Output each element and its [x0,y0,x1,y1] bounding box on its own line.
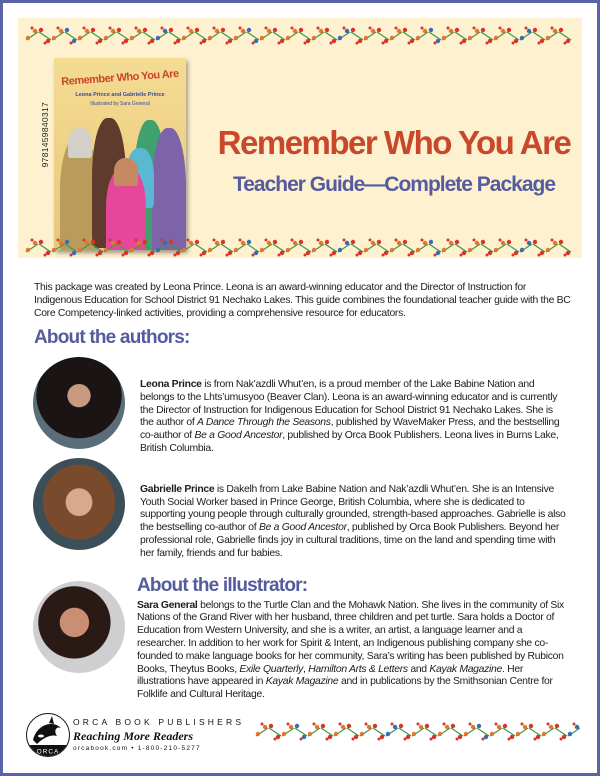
bio-text: belongs to the Turtle Clan and the Mohawk Nation. She lives in the community of Six Nations of the Grand River with her husband, three children and pet turtle. Sara holds a Doctor of Education from Western University, and she is a writer, an artist, a language learner and a researcher. In addition to her work for Spirit & Intent, an Indigenous publishing company she co-founded to make language books for her community, Sara’s writing has been published by Rubicon Books, Theytus Books, [137,599,564,675]
cover-title: Remember Who You Are [60,67,180,89]
flower-icon [321,724,333,741]
flower-icon [559,240,571,257]
flower-icon [373,724,385,741]
book-cover-image [38,58,190,254]
logo-text: ORCA [36,748,60,756]
author-leona-row [33,357,573,456]
flower-icon [438,723,450,737]
flower-icon [533,240,545,257]
flower-icon [156,239,168,253]
flower-icon [286,27,298,41]
flower-icon [442,27,454,41]
bio-text: , [303,663,309,675]
flower-icon [195,28,207,45]
flower-icon [52,239,64,253]
sara-general-photo [33,581,125,673]
flower-icon [455,240,467,257]
flower-icon [52,27,64,41]
sara-general-bio [137,600,569,702]
bio-text: and in publications by the Smithsonian Centre for Folklife and Cultural Heritage. [137,676,553,701]
flower-icon [520,239,532,253]
flower-icon [390,27,402,41]
floral-border-bottom-icon [22,236,578,258]
flower-icon [273,28,285,45]
flower-icon [299,240,311,257]
flower-icon [542,723,554,737]
flower-icon [334,723,346,737]
flower-icon [282,723,294,737]
illustrator-heading: About the illustrator: [137,574,308,596]
flower-icon [208,239,220,253]
flower-icon [78,27,90,41]
bio-name: Sara General [137,599,198,611]
flower-icon [481,28,493,45]
flower-icon [256,723,268,737]
flower-icon [494,239,506,253]
flower-icon [295,724,307,741]
orca-whale-logo-icon [26,713,70,757]
intro-paragraph: This package was created by Leona Prince. Leona is an award-winning educator and the Director of Instruction for Indigenous Education for School District 91 Nechako Lakes. This guide combines the foundational teacher guide with the BC Core Competency-linked activities, providing a comprehensive resource for educators. [34,282,571,319]
flower-icon [247,28,259,45]
flower-icon [503,724,515,741]
flower-icon [195,240,207,257]
flower-icon [299,28,311,45]
cover-illustrator: Illustrated by Sara General [90,101,150,107]
bio-title-italic: Be a Good Ancestor [258,522,347,534]
bio-text: , published by Orca Book Publishers. Leona lives in Burns Lake, British Columbia. [140,430,559,454]
flower-icon [468,27,480,41]
flower-icon [451,724,463,741]
header-banner [18,18,582,258]
flower-icon [377,240,389,257]
flower-icon [65,28,77,45]
flower-icon [533,28,545,45]
bio-title-italic: A Dance Through the Seasons [197,417,331,429]
flower-icon [169,240,181,257]
bio-title-italic: Be a Good Ancestor [194,430,283,442]
flower-icon [347,724,359,741]
flower-icon [130,239,142,253]
flower-icon [130,27,142,41]
flower-icon [260,239,272,253]
flower-icon [403,28,415,45]
flower-icon [234,239,246,253]
bio-text: is Dakelh from Lake Babine Nation and Nak’azdli Whut’en. She is an Intensive Youth Social Worker based in Prince George, British Columbia, where she is dedicated to supporting young people through culturally grounded, strength-based approaches. Gabrielle is also the bestselling co-author of [140,483,566,534]
flower-icon [182,239,194,253]
flower-icon [325,240,337,257]
gabrielle-prince-photo [33,458,125,550]
flower-icon [325,28,337,45]
flower-icon [520,27,532,41]
flower-icon [507,240,519,257]
flower-icon [143,240,155,257]
flower-icon [78,239,90,253]
illustrator-row [33,575,573,702]
flower-icon [269,724,281,741]
flower-icon [208,27,220,41]
flower-icon [429,28,441,45]
flower-icon [91,240,103,257]
authors-heading: About the authors: [34,327,190,348]
flower-icon [65,240,77,257]
flower-icon [568,723,580,737]
author-gabrielle-row [33,458,573,561]
flower-icon [364,239,376,253]
bio-text: and [407,663,430,675]
flower-icon [399,724,411,741]
bio-text: , published by WaveMaker Press, and the bestselling co-author of [140,417,560,442]
flower-icon [234,27,246,41]
flower-icon [390,239,402,253]
flower-icon [481,240,493,257]
bio-name: Gabrielle Prince [140,483,215,495]
leona-prince-bio [140,379,568,456]
bio-text: is from Nak’azdli Whut’en, is a proud member of the Lake Babine Nation and belongs to the Lhts’umusyoo (Beaver Clan). Leona is an award-winning educator and is currently the Director of Instruction for Indigenous Education for School District 91 Nechako Lakes. She is the author of [140,379,558,429]
flower-icon [377,28,389,45]
flower-icon [91,28,103,45]
flower-icon [559,28,571,45]
flower-icon [273,240,285,257]
flower-icon [351,240,363,257]
gabrielle-prince-bio [140,484,568,561]
flower-icon [308,723,320,737]
floral-border-top-icon [22,24,578,46]
flower-icon [143,28,155,45]
flower-icon [260,27,272,41]
flower-icon [117,28,129,45]
bio-name: Leona Prince [140,379,202,390]
flower-icon [464,723,476,737]
flower-icon [221,240,233,257]
flower-icon [312,239,324,253]
cover-authors: Leona Prince and Gabrielle Prince [75,92,165,98]
flower-icon [507,28,519,45]
flower-icon [442,239,454,253]
bio-title-italic: Kayak Magazine [429,663,502,675]
flower-icon [455,28,467,45]
flower-icon [117,240,129,257]
flower-icon [39,28,51,45]
flower-icon [546,239,558,253]
flower-icon [364,27,376,41]
content-area [33,281,573,702]
flower-icon [247,240,259,257]
flower-icon [403,240,415,257]
flower-icon [286,239,298,253]
flower-icon [425,724,437,741]
page-subtitle: Teacher Guide—Complete Package [232,173,556,196]
flower-icon [386,723,398,737]
flower-icon [351,28,363,45]
flower-icon [360,723,372,737]
publisher-tagline: Reaching More Readers [73,729,193,743]
flower-icon [429,240,441,257]
bio-title-italic: Exile Quarterly [239,663,304,675]
flower-icon [39,240,51,257]
flower-icon [529,724,541,741]
flower-icon [412,723,424,737]
bio-title-italic: Hamilton Arts & Letters [308,663,408,675]
flower-icon [26,239,38,253]
flower-icon [494,27,506,41]
bio-text: . Her illustrations have appeared in [137,663,524,688]
floral-border-footer-icon [252,720,580,742]
flower-icon [546,27,558,41]
page-title: Remember Who You Are [217,124,571,161]
flower-icon [312,27,324,41]
flower-icon [169,28,181,45]
flower-icon [338,27,350,41]
bio-title-italic: Kayak Magazine [265,676,339,688]
flower-icon [156,27,168,41]
flower-icon [516,723,528,737]
flower-icon [468,239,480,253]
flower-icon [416,239,428,253]
publisher-contact: orcabook.com • 1-800-210-5277 [73,745,201,752]
bio-text: , published by Orca Book Publishers. Beyond her professional role, Gabrielle finds joy in cultural traditions, time on the land and spending time with her family, friends and fur babies. [140,522,560,559]
flower-icon [221,28,233,45]
flower-icon [104,27,116,41]
flower-icon [555,724,567,741]
flower-icon [416,27,428,41]
flower-icon [182,27,194,41]
isbn-barcode-text: 9781459840317 [40,102,50,168]
flower-icon [477,724,489,741]
leona-prince-photo [33,357,125,449]
flower-icon [26,27,38,41]
flower-icon [338,239,350,253]
publisher-name: ORCA BOOK PUBLISHERS [73,717,245,727]
flower-icon [490,723,502,737]
flower-icon [104,239,116,253]
